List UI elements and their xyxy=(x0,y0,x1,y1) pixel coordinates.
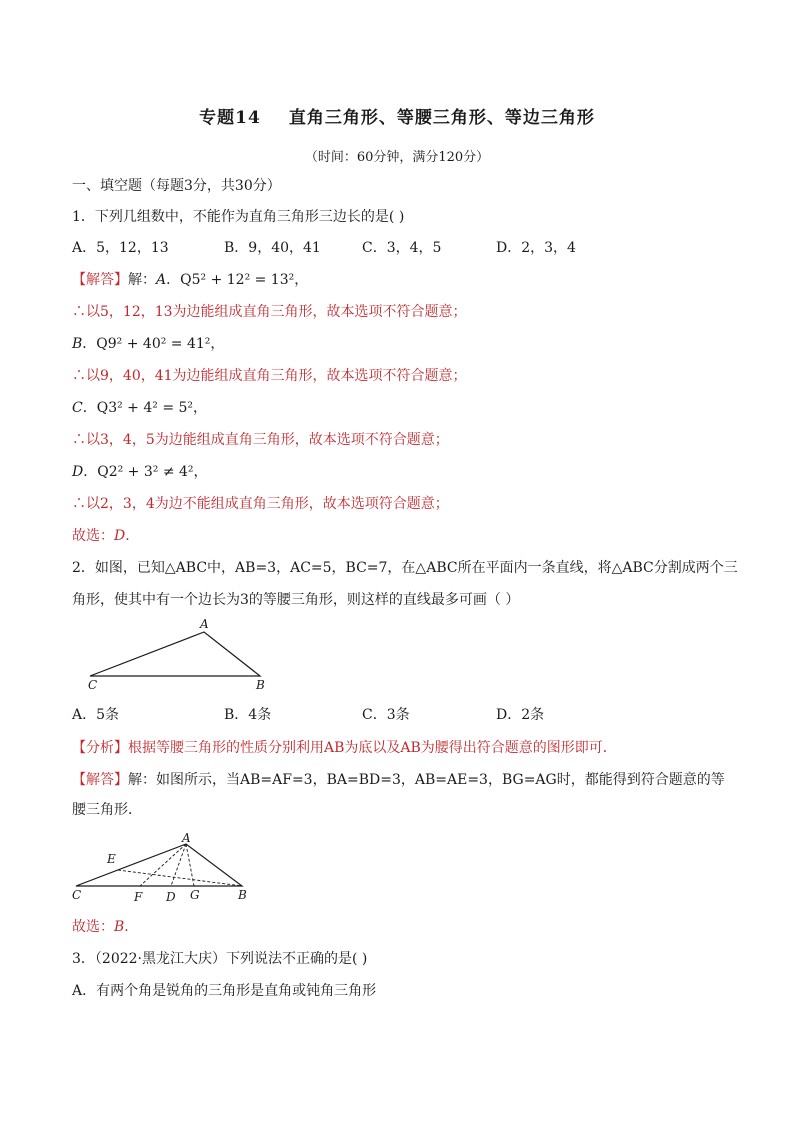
q1-option-a: A．5，12，13 xyxy=(72,240,169,256)
q2-stem-line2: 角形，使其中有一个边长为3的等腰三角形，则这样的直线最多可画（ ） xyxy=(72,592,520,608)
q1-option-d: D．2，3，4 xyxy=(496,240,576,256)
q2-choice xyxy=(72,917,138,937)
answer-tag: 【解答】 xyxy=(72,272,128,288)
q1-option-c: C．3，4，5 xyxy=(362,240,442,256)
answer-text: 解：如图所示，当AB=AF=3，BA=BD=3，AB=AE=3，BG=AG时，都能得到符合题意的等 xyxy=(128,772,725,788)
exam-info: （时间：60分钟，满分120分） xyxy=(304,150,490,165)
answer-letter: B xyxy=(72,336,83,352)
q2-answer-line2: 腰三角形． xyxy=(72,802,142,818)
q1-options xyxy=(72,238,576,258)
q1-conclusion-b: ∴以9，40，41为边能组成直角三角形，故本选项不符合题意； xyxy=(72,368,467,384)
choice-letter: B xyxy=(114,919,125,935)
q3-option-a: A．有两个角是锐角的三角形是直角或钝角三角形 xyxy=(72,983,377,999)
q1-stem: 1．下列几组数中，不能作为直角三角形三边长的是( ) xyxy=(72,209,405,225)
analysis-text: 根据等腰三角形的性质分别利用AB为底以及AB为腰得出符合题意的图形即可． xyxy=(128,740,617,756)
vertex-label-b: B xyxy=(238,888,247,902)
choice-end: ． xyxy=(124,919,139,935)
answer-intro: 解： xyxy=(128,272,156,288)
answer-expression: ．Q3² + 4² = 5²， xyxy=(82,400,208,416)
q2-answer-line1 xyxy=(72,770,725,790)
q2-option-c: C．3条 xyxy=(362,707,410,723)
topic-number: 专题14 xyxy=(199,108,261,128)
triangle-figure-1 xyxy=(80,618,280,692)
topic-title: 直角三角形、等腰三角形、等边三角形 xyxy=(288,108,595,128)
q1-conclusion-d: ∴以2，3，4为边不能组成直角三角形，故本选项符合题意； xyxy=(72,496,449,512)
answer-letter: A xyxy=(156,272,167,288)
answer-letter: D xyxy=(72,464,84,480)
choice-label: 故选： xyxy=(72,919,114,935)
section-heading: 一、填空题（每题3分，共30分） xyxy=(72,178,281,194)
choice-label: 故选： xyxy=(72,528,114,544)
vertex-label-b: B xyxy=(256,678,265,692)
triangle-abc xyxy=(90,632,260,676)
segment-ad xyxy=(171,844,186,886)
answer-letter: C xyxy=(72,400,83,416)
q1-conclusion-c: ∴以3，4，5为边能组成直角三角形，故本选项不符合题意； xyxy=(72,432,449,448)
q2-option-b: B．4条 xyxy=(224,707,272,723)
point-label-f: F xyxy=(134,890,143,904)
choice-letter: D xyxy=(114,528,126,544)
vertex-label-a: A xyxy=(200,618,209,631)
q2-analysis xyxy=(72,738,617,758)
answer-expression: ．Q9² + 40² = 41²， xyxy=(82,336,225,352)
q1-option-b: B．9，40，41 xyxy=(224,240,321,256)
segment-af xyxy=(140,844,186,886)
page-title xyxy=(0,103,794,128)
q1-answer-b xyxy=(72,334,224,354)
vertex-label-c: C xyxy=(72,888,82,902)
choice-end: ． xyxy=(125,528,140,544)
q1-answer-a xyxy=(72,270,308,290)
q1-answer-c xyxy=(72,398,207,418)
q2-option-a: A．5条 xyxy=(72,707,120,723)
triangle-abc xyxy=(76,844,242,886)
q2-option-d: D．2条 xyxy=(496,707,545,723)
point-label-d: D xyxy=(166,890,176,904)
vertex-label-c: C xyxy=(88,678,98,692)
vertex-label-a: A xyxy=(182,831,191,845)
q1-choice xyxy=(72,526,139,546)
point-label-g: G xyxy=(190,888,200,902)
point-label-e: E xyxy=(107,852,116,866)
q3-stem: 3．（2022·黑龙江大庆）下列说法不正确的是( ) xyxy=(72,951,368,967)
triangle-figure-2 xyxy=(66,828,266,908)
answer-expression: ．Q5² + 12² = 13²， xyxy=(166,272,309,288)
analysis-tag: 【分析】 xyxy=(72,740,128,756)
q2-stem-line1: 2．如图，已知△ABC中，AB=3，AC=5，BC=7，在△ABC所在平面内一条直线，将△ABC分割成两个三 xyxy=(72,560,738,576)
answer-tag: 【解答】 xyxy=(72,772,128,788)
q2-options xyxy=(72,705,544,725)
answer-expression: ．Q2² + 3² ≠ 4²， xyxy=(83,464,208,480)
q1-answer-d xyxy=(72,462,208,482)
q1-conclusion-a: ∴以5，12，13为边能组成直角三角形，故本选项不符合题意； xyxy=(72,304,467,320)
